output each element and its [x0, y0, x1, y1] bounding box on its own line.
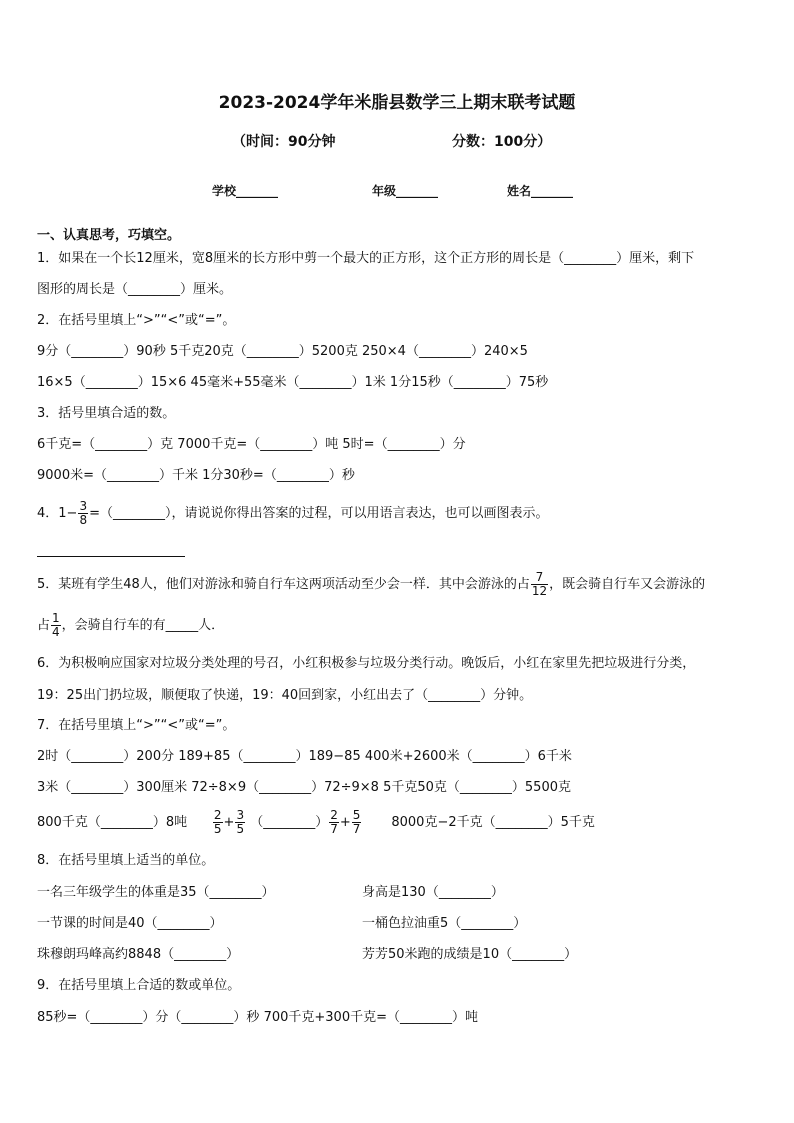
- question-8-prompt: 8．在括号里填上适当的单位。: [37, 853, 215, 868]
- question-7-row-1: 2时（________）200分 189+85（________）189−85 400米+2600米（________）6千米: [37, 749, 572, 764]
- school-field: 学校_______: [212, 184, 279, 198]
- q7-compare-c: 8000克−2千克（________）5千克: [391, 815, 595, 830]
- question-8-left-2: 一节课的时间是40（________）: [37, 916, 223, 931]
- q5-text-d: ，会骑自行车的有_____人．: [61, 618, 225, 633]
- q5-text-b: ，既会骑自行车又会游泳的: [549, 577, 706, 592]
- name-field: 姓名_______: [507, 184, 574, 198]
- q7-compare-a: 800千克（________）8吨: [37, 815, 188, 830]
- q7-blank: （________）: [250, 815, 329, 830]
- question-6-line-2: 19：25出门扔垃圾，顺便取了快递，19：40回到家，小红出去了（________）分钟。: [37, 688, 533, 703]
- q4-prefix: 4．1−: [37, 506, 78, 521]
- q7f2-denominator: 5: [236, 822, 245, 836]
- question-8-left-1: 一名三年级学生的体重是35（________）: [37, 885, 275, 900]
- q7f3-numerator: 2: [330, 808, 338, 822]
- question-2-row-2: 16×5（________）15×6 45毫米+55毫米（________）1米 1分15秒（________）75秒: [37, 375, 549, 390]
- q7f4-denominator: 7: [352, 822, 361, 836]
- q7-fraction-2: [235, 809, 245, 836]
- question-2-prompt: 2．在括号里填上“>”“<”或“=”。: [37, 313, 236, 328]
- q5b-numerator: 1: [52, 611, 60, 625]
- exam-score: 分数：100分）: [452, 134, 552, 150]
- answer-blank-line: [37, 556, 185, 557]
- q4-numerator: 3: [79, 499, 88, 513]
- question-7-row-2: 3米（________）300厘米 72÷8×9（________）72÷9×8 5千克50克（________）5500克: [37, 780, 571, 795]
- q5-fraction-swim: [531, 571, 548, 598]
- q4-denominator: 8: [79, 513, 88, 527]
- q7-fraction-1: [213, 809, 223, 836]
- question-8-right-1: 身高是130（________）: [362, 885, 504, 900]
- question-5-line-1: [37, 569, 705, 601]
- question-6-line-1: 6．为积极响应国家对垃圾分类处理的号召，小红积极参与垃圾分类行动。晚饭后，小红在家里先把垃圾进行分类，: [37, 656, 696, 671]
- q5b-denominator: 4: [52, 625, 60, 639]
- q5-text-a: 5．某班有学生48人，他们对游泳和骑自行车这两项活动至少会一样．其中会游泳的占: [37, 577, 530, 592]
- question-2-row-1: 9分（________）90秒 5千克20克（________）5200克 250×4（________）240×5: [37, 344, 528, 359]
- q5-denominator: 12: [531, 584, 548, 598]
- q7-fraction-3: [329, 809, 339, 836]
- q7-fraction-4: [352, 809, 362, 836]
- question-9-row-1: 85秒=（________）分（________）秒 700千克+300千克=（________）吨: [37, 1010, 478, 1025]
- q7f1-denominator: 5: [213, 822, 222, 836]
- section-heading: 一、认真思考，巧填空。: [37, 228, 181, 243]
- question-1-line-1: 1．如果在一个长12厘米，宽8厘米的长方形中剪一个最大的正方形，这个正方形的周长是（________）厘米，剩下: [37, 251, 695, 266]
- question-7-prompt: 7．在括号里填上“>”“<”或“=”。: [37, 718, 236, 733]
- question-8-left-3: 珠穆朗玛峰高约8848（________）: [37, 947, 240, 962]
- q7-plus-sign: +: [223, 815, 235, 830]
- question-1-line-2: 图形的周长是（________）厘米。: [37, 282, 233, 297]
- question-7-row-3: [37, 803, 595, 843]
- q4-fraction: [78, 500, 88, 527]
- q5-numerator: 7: [531, 571, 548, 585]
- grade-field: 年级_______: [372, 184, 439, 198]
- question-9-prompt: 9．在括号里填上合适的数或单位。: [37, 978, 241, 993]
- question-4: [37, 498, 548, 530]
- exam-time: （时间：90分钟: [232, 134, 336, 150]
- question-3-row-1: 6千克=（________）克 7000千克=（________）吨 5时=（________）分: [37, 437, 466, 452]
- page-title: 2023-2024学年米脂县数学三上期末联考试题: [218, 93, 576, 113]
- q7-plus-sign-2: +: [339, 815, 351, 830]
- q7f4-numerator: 5: [352, 808, 361, 822]
- q4-suffix: =（________），请说说你得出答案的过程，可以用语言表达，也可以画图表示。: [89, 506, 549, 521]
- question-3-prompt: 3．括号里填合适的数。: [37, 406, 176, 421]
- question-5-line-2: [37, 610, 224, 642]
- question-8-right-3: 芳芳50米跑的成绩是10（________）: [362, 947, 578, 962]
- q5-fraction-both: [51, 612, 61, 639]
- q7f2-numerator: 3: [236, 808, 245, 822]
- q5-text-c: 占: [37, 618, 51, 633]
- question-8-right-2: 一桶色拉油重5（________）: [362, 916, 527, 931]
- q7f1-numerator: 2: [213, 808, 222, 822]
- question-3-row-2: 9000米=（________）千米 1分30秒=（________）秒: [37, 468, 355, 483]
- q7f3-denominator: 7: [330, 822, 338, 836]
